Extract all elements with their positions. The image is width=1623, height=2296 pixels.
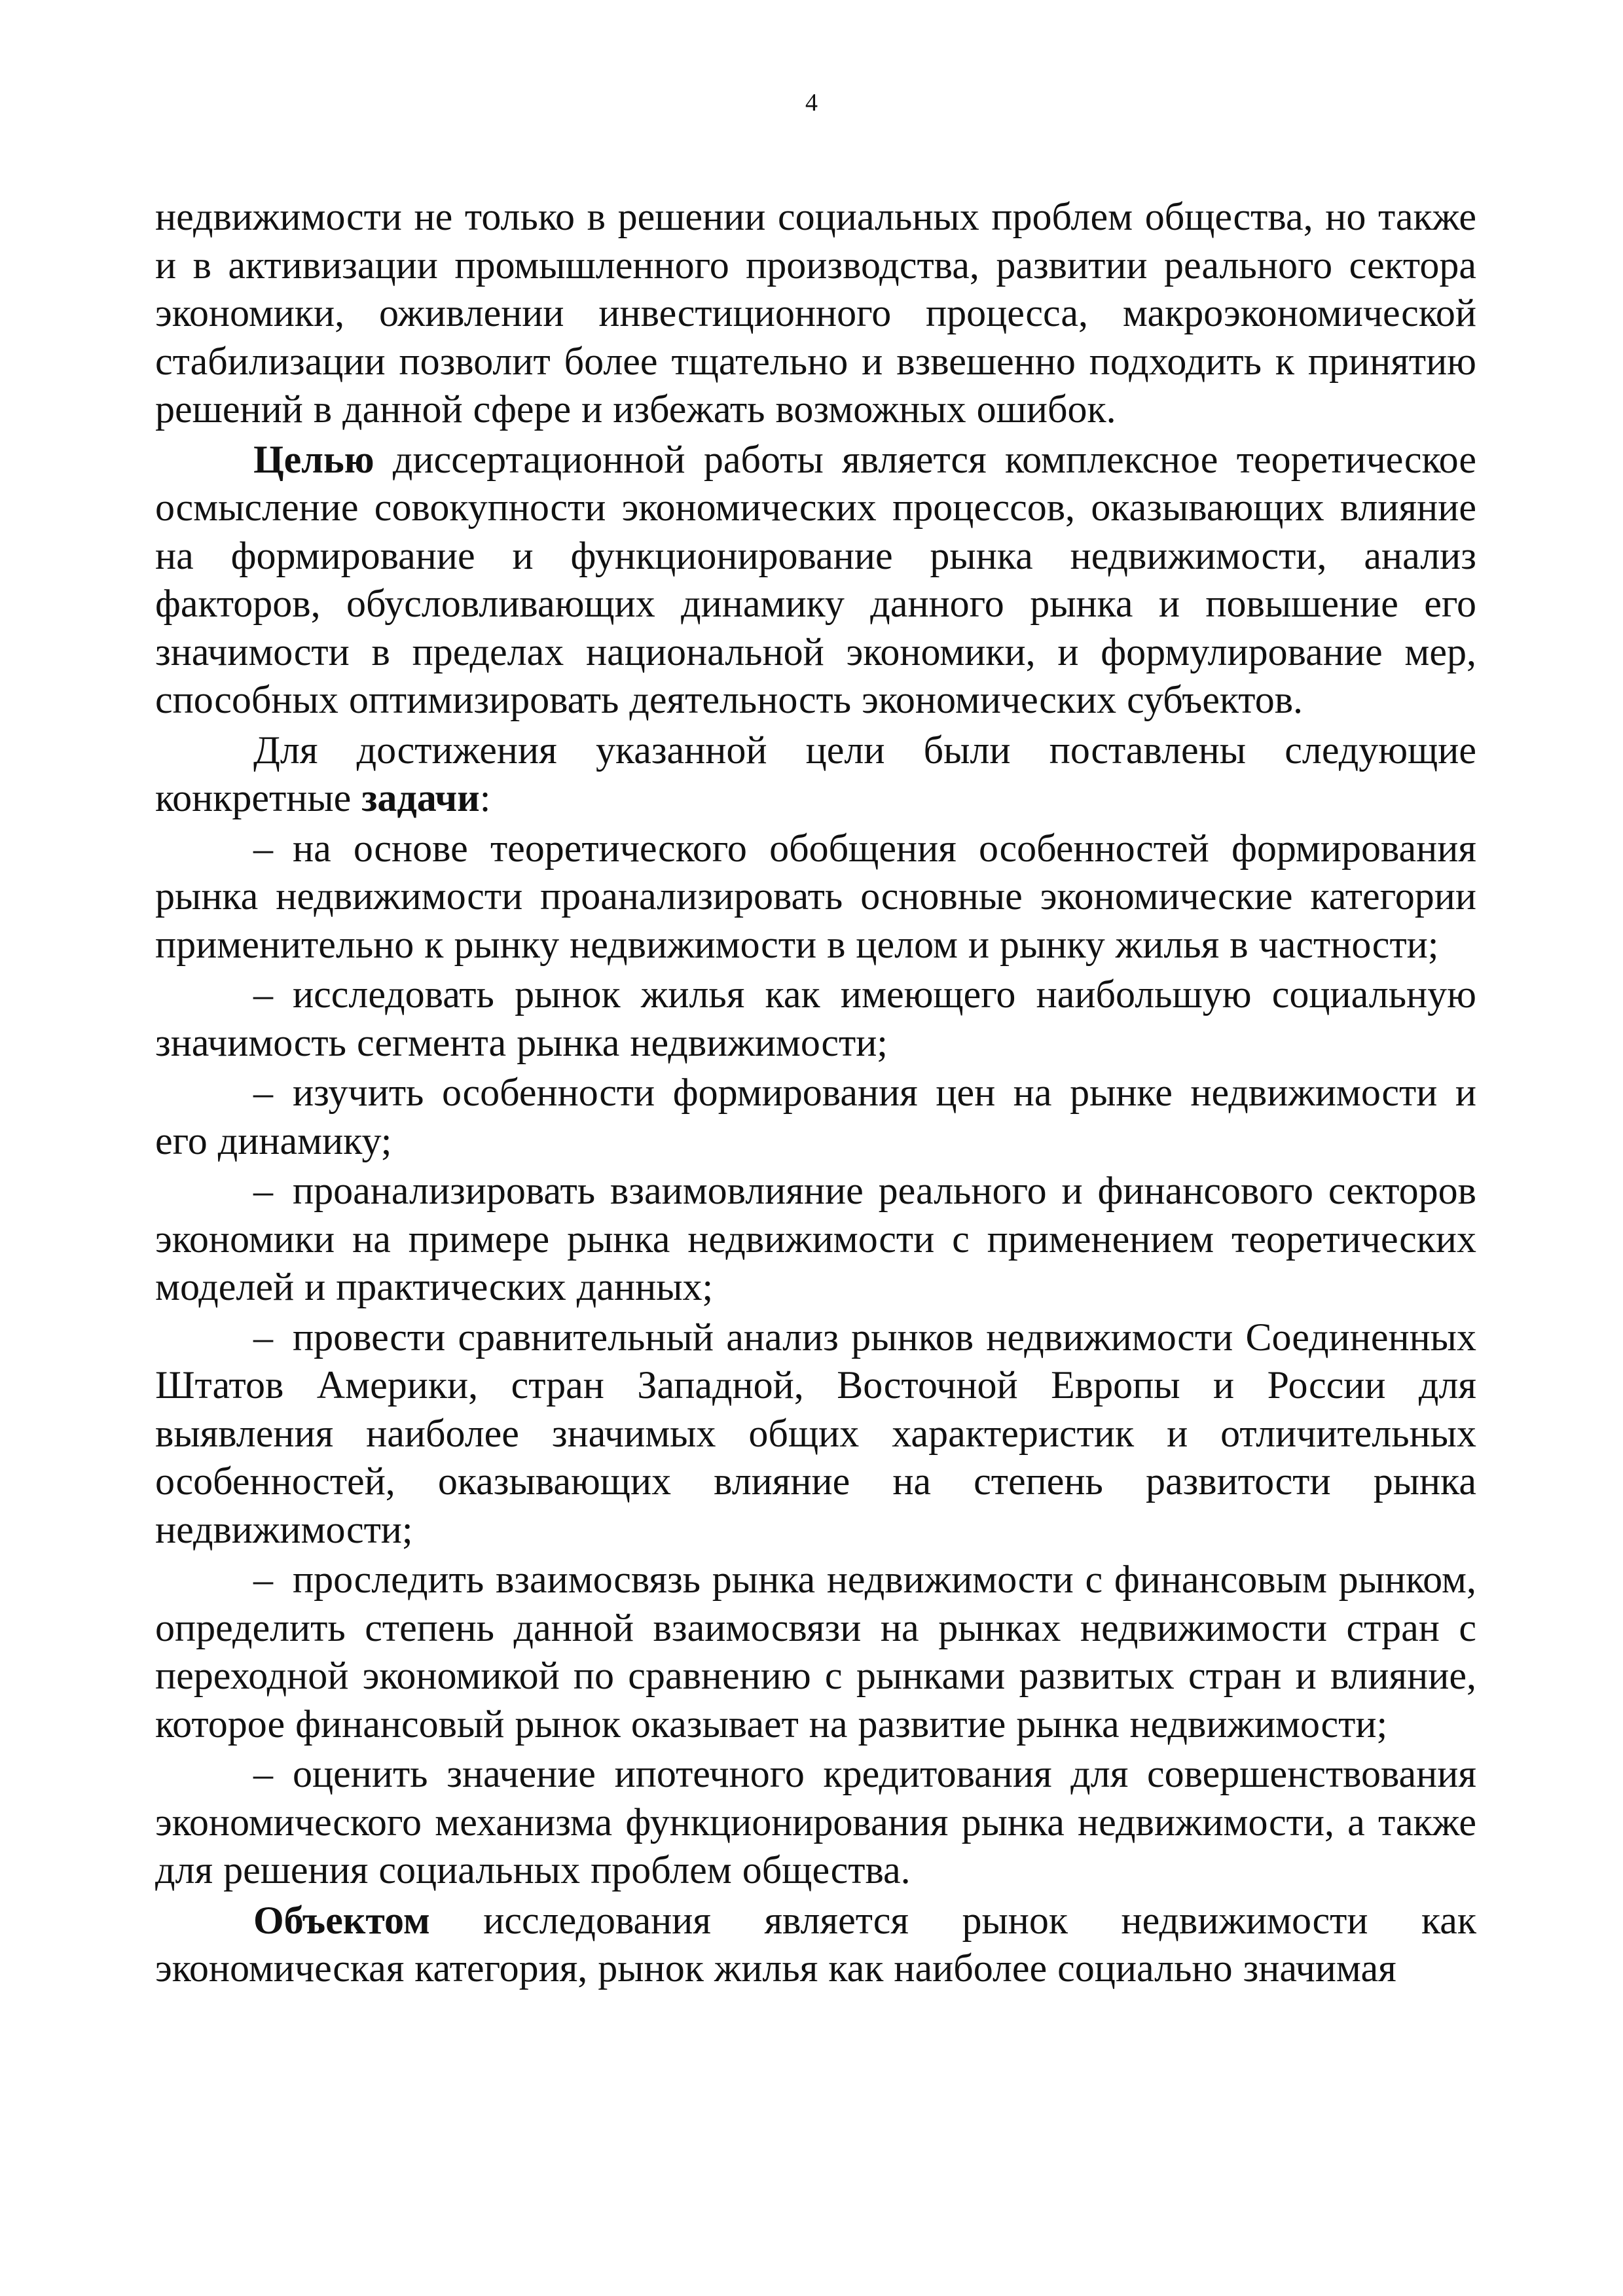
goal-text: диссертационной работы является комплексное теоретическое осмысление совокупности экономических процессов, оказывающих влияние на формирование и функционирование рынка недвижимости, анализ факторов, обусловливающих динамику данного рынка и повышение его значимости в пределах национальной экономики, и формулирование мер, способных оптимизировать деятельность экономических субъектов. [155, 437, 1476, 721]
list-item [155, 1750, 1476, 1895]
dash-marker: – [253, 1315, 273, 1359]
object-text: исследования является рынок недвижимости как экономическая категория, рынок жилья как наиболее социально значимая [155, 1898, 1476, 1990]
goal-lead-word: Целью [253, 437, 374, 481]
list-item [155, 825, 1476, 969]
tasks-intro-paragraph [155, 726, 1476, 823]
tasks-intro-colon: : [479, 776, 491, 819]
list-item [155, 1069, 1476, 1165]
dash-marker: – [253, 1169, 273, 1212]
list-item [155, 1556, 1476, 1748]
list-item-text: проанализировать взаимовлияние реального и финансового секторов экономики на примере рынка недвижимости с применением теоретических моделей и практических данных; [155, 1169, 1476, 1308]
goal-paragraph [155, 436, 1476, 725]
list-item-text: провести сравнительный анализ рынков недвижимости Соединенных Штатов Америки, стран Западной, Восточной Европы и России для выявления наиболее значимых общих характеристик и отличительных особенностей, оказывающих влияние на степень развитости рынка недвижимости; [155, 1315, 1476, 1551]
list-item-text: проследить взаимосвязь рынка недвижимости с финансовым рынком, определить степень данной взаимосвязи на рынках недвижимости стран с переходной экономикой по сравнению с рынками развитых стран и влияние, которое финансовый рынок оказывает на развитие рынка недвижимости; [155, 1558, 1476, 1746]
intro-paragraph: недвижимости не только в решении социальных проблем общества, но также и в активизации промышленного производства, развитии реального сектора экономики, оживлении инвестиционного процесса, макроэкономической стабилизации позволит более тщательно и взвешенно подходить к принятию решений в данной сфере и избежать возможных ошибок. [155, 195, 1476, 431]
list-item-text: изучить особенности формирования цен на рынке недвижимости и его динамику; [155, 1071, 1476, 1162]
tasks-keyword: задачи [361, 776, 480, 819]
dash-marker: – [253, 826, 273, 870]
dash-marker: – [253, 1071, 273, 1114]
document-body [155, 193, 1476, 1993]
object-lead-word: Объектом [253, 1898, 430, 1942]
tasks-intro-text: Для достижения указанной цели были поставлены следующие конкретные [155, 728, 1476, 819]
list-item-text: оценить значение ипотечного кредитования для совершенствования экономического механизма функционирования рынка недвижимости, а также для решения социальных проблем общества. [155, 1752, 1476, 1892]
list-item [155, 1167, 1476, 1312]
list-item-text: исследовать рынок жилья как имеющего наибольшую социальную значимость сегмента рынка недвижимости; [155, 973, 1476, 1064]
list-item-text: на основе теоретического обобщения особенностей формирования рынка недвижимости проанализировать основные экономические категории применительно к рынку недвижимости в целом и рынку жилья в частности; [155, 826, 1476, 966]
dash-marker: – [253, 1558, 273, 1601]
list-item [155, 1314, 1476, 1554]
object-paragraph [155, 1897, 1476, 1993]
list-item [155, 971, 1476, 1067]
dash-marker: – [253, 973, 273, 1016]
dash-marker: – [253, 1752, 273, 1795]
page-number: 4 [805, 89, 818, 117]
